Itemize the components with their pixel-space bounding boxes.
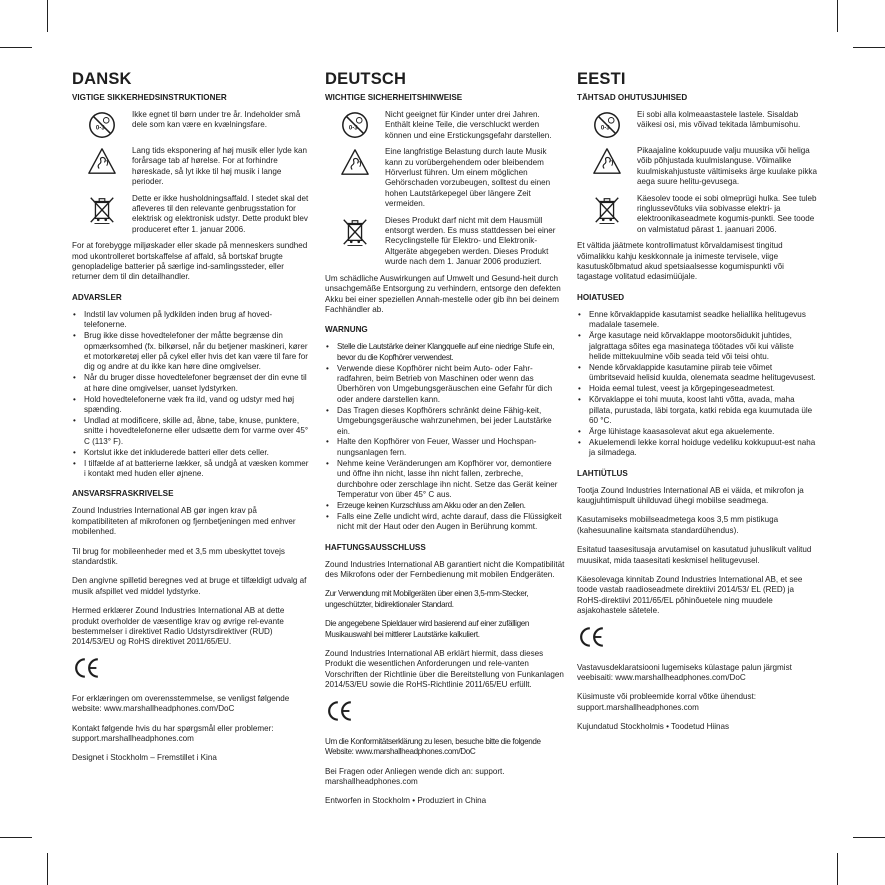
- footer-support: Bei Fragen oder Anliegen wende dich an: support. marshallheadphones.com: [325, 766, 505, 786]
- crop-mark: [47, 853, 48, 885]
- age-warning-icon: [577, 110, 637, 140]
- warning-item: • Indstil lav volumen på lydkilden inden brug af hoved-telefonerne.: [72, 310, 312, 331]
- warning-item: • Kortslut ikke det inkluderede batteri eller dets celler.: [72, 448, 312, 458]
- crop-mark: [853, 47, 885, 48]
- liability-paragraph: Zound Industries International AB garantiert nicht die Kompatibilität des Mikrofons oder der Fernbedienung mit mobilen Endgeräten.: [325, 559, 565, 580]
- column-eesti: [577, 70, 817, 742]
- liability-paragraph: Die angegebene Spieldauer wird basierend auf einer zufälligen Musikauswahl bei mittlerer Lautstärke kalkuliert.: [325, 619, 530, 639]
- language-title: DANSK: [72, 70, 132, 88]
- crossed-bin-icon: [577, 194, 637, 224]
- warning-item: • Nende kõrvaklappide kasutamine piirab teie võimet ümbritsevaid helisid kuulda, olenemata seadme helitugevusest.: [577, 363, 817, 384]
- liability-paragraph: Til brug for mobileenheder med et 3,5 mm ubeskyttet tovejs standardstik.: [72, 546, 285, 566]
- liability-paragraph: Den angivne spilletid beregnes ved at bruge et tilfældigt udvalg af musik afspillet ved middel lydstyrke.: [72, 576, 307, 596]
- liability-paragraph: Zound Industries International AB gør ingen krav på kompatibiliteten af mikrofonen og fjernbetjeningen med enhver mobilenhed.: [72, 506, 296, 537]
- safety-heading: TÄHTSAD OHUTUSJUHISED: [577, 93, 688, 102]
- liability-heading: ANSVARSFRASKRIVELSE: [72, 489, 174, 499]
- warning-item: • Nehme keine Veränderungen am Kopfhörer vor, demontiere und öffne ihn nicht, lasse ihn nicht fallen, zerbreche, durchbohre oder zerschlage ihn nicht. Setze das Gerät keiner Temperatur von über 45° C aus.: [325, 459, 565, 501]
- warning-item: • Enne kõrvaklappide kasutamist seadke heliallika helitugevus madalale tasemele.: [577, 310, 817, 331]
- safety-text: Ikke egnet til børn under tre år. Indeholder små dele som kan være en kvælningsfare.: [132, 110, 301, 130]
- column-deutsch: [325, 70, 565, 816]
- warning-item: • Når du bruger disse hovedtelefoner begrænset der din evne til at høre dine omgivelser, uanset lydstyrken.: [72, 373, 312, 394]
- footer-support: Kontakt følgende hvis du har spørgsmål eller problemer: support.marshallheadphones.com: [72, 723, 274, 744]
- safety-text: Dette er ikke husholdningsaffald. I stedet skal det afleveres til den relevante genbrugsstation for elektrisk og elektronisk udstyr. Dette produkt blev produceret efter 1. januar 2006.: [132, 193, 309, 234]
- warning-item: • Hoida eemal tulest, veest ja kõrgepingeseadmetest.: [577, 384, 817, 394]
- crop-mark: [47, 0, 48, 32]
- warnings-heading: HOIATUSED: [577, 292, 625, 302]
- warning-item: • Ärge kasutage neid kõrvaklappe mootorsõidukit juhtides, jalgrattaga sõites ega masinatega töötades või kui väliste helide mittekuulmine võib seada teid või teisi ohtu.: [577, 331, 817, 362]
- footer-support: Küsimuste või probleemide korral võtke ühendust: support.marshallheadphones.com: [577, 692, 757, 712]
- warning-item: • I tilfælde af at batterierne lækker, så undgå at væsken kommer i kontakt med huden eller øjnene.: [72, 459, 312, 480]
- footer-doc: For erklæringen om overensstemmelse, se venligst følgende website: www.marshallheadphones.com/DoC: [72, 693, 290, 714]
- intro-paragraph: For at forebygge miljøskader eller skade på menneskers sundhed mod ukontrolleret bortskaffelse af affald, så bortskaf brugte genopladelige batterier på særlige ind-samlingssteder, eller returner dem til din detailhandler.: [72, 241, 308, 282]
- warning-item: • Stelle die Lautstärke deiner Klangquelle auf eine niedrige Stufe ein, bevor du die Kopfhörer verwendest.: [325, 342, 565, 363]
- warnings-list: [577, 310, 817, 459]
- liability-paragraph: Zound Industries International AB erklärt hiermit, dass dieses Produkt die wesentlichen Anforderungen und rele-vanten Vorschriften der Richtlinie über die Bereitstellung von Funkanlagen 2014/53/EU sowie die RoHS-Richtlinie 2011/65/EU erfüllt.: [325, 649, 564, 690]
- safety-heading: VIGTIGE SIKKERHEDSINSTRUKTIONER: [72, 93, 227, 102]
- warning-item: • Falls eine Zelle undicht wird, achte darauf, dass die Flüssigkeit nicht mit der Haut oder den Augen in Berührung kommt.: [325, 512, 565, 533]
- safety-heading: WICHTIGE SICHERHEITSHINWEISE: [325, 93, 463, 102]
- warnings-list: [72, 310, 312, 480]
- crossed-bin-icon: [325, 216, 385, 246]
- safety-item-hearing: [72, 146, 312, 188]
- liability-heading: HAFTUNGSAUSSCHLUSS: [325, 542, 426, 552]
- safety-item-disposal: [325, 216, 565, 268]
- liability-paragraph: Käesolevaga kinnitab Zound Industries International AB, et see toode vastab raadioseadmete direktiivi 2014/53/ EL (RED) ja RoHS-direktiivi 2011/65/EL põhinõuetele ning muudele asjakohastele sätetele.: [577, 575, 803, 616]
- ce-mark-icon: [74, 657, 312, 684]
- svg-text:0-3: 0-3: [600, 124, 610, 132]
- liability-heading: LAHTIÜTLUS: [577, 468, 628, 478]
- liability-paragraph: Zur Verwendung mit Mobilgeräten über einen 3,5-mm-Stecker, ungeschützter, bidirektionaler Standard.: [325, 589, 529, 609]
- warning-item: • Ärge lühistage kaasasolevat akut ega akuelemente.: [577, 427, 817, 437]
- crop-mark: [837, 853, 838, 885]
- hearing-warning-icon: [577, 146, 637, 176]
- warnings-heading: ADVARSLER: [72, 292, 122, 302]
- crop-mark: [0, 837, 32, 838]
- ce-mark-icon: [579, 626, 817, 653]
- age-warning-icon: [72, 110, 132, 140]
- safety-text: Lang tids eksponering af høj musik eller lyde kan forårsage tab af hørelse. For at forhindre høreskade, så lyt ikke til høj musik i lange perioder.: [132, 146, 308, 187]
- safety-item-age: [325, 110, 565, 141]
- footer-origin: Kujundatud Stockholmis • Toodetud Hiinas: [577, 722, 730, 732]
- footer-origin: Designet i Stockholm – Fremstillet i Kina: [72, 753, 217, 763]
- warning-item: • Kõrvaklappe ei tohi muuta, koost lahti võtta, avada, maha pillata, purustada, läbi torgata, katki rebida ega kuumutada üle 60 °C.: [577, 395, 817, 426]
- footer-origin: Entworfen in Stockholm • Produziert in China: [325, 796, 487, 806]
- svg-text:0-3: 0-3: [348, 124, 358, 132]
- warning-item: • Akuelemendi lekke korral hoiduge vedeliku kokkupuut-est naha ja silmadega.: [577, 438, 817, 459]
- liability-paragraph: Kasutamiseks mobiilseadmetega koos 3,5 mm pistikuga (kahesuunaline kaitsmata standardühendus).: [577, 515, 779, 535]
- hearing-warning-icon: [325, 147, 385, 177]
- liability-paragraph: Hermed erklærer Zound Industries International AB at dette produkt overholder de væsentlige krav og øvrige rel-evante bestemmelser i direktivet Radio Udstyrsdirektiver (RUD) 2014/53/EU og RoHS direktivet 2011/65/EU.: [72, 606, 285, 647]
- warning-item: • Verwende diese Kopfhörer nicht beim Auto- oder Fahr-radfahren, beim Betrieb von Maschinen oder wenn das Überhören von Umgebungsgeräuschen eine Gefahr für dich oder andere darstellen kann.: [325, 364, 565, 406]
- safety-item-age: [577, 110, 817, 140]
- warning-item: • Halte den Kopfhörer von Feuer, Wasser und Hochspan-nungsanlagen fern.: [325, 437, 565, 458]
- footer-doc: Um die Konformitätserklärung zu lesen, besuche bitte die folgende Website: www.marshallheadphones.com/DoC: [325, 736, 541, 757]
- warning-item: • Hold hovedtelefonerne væk fra ild, vand og udstyr med høj spænding.: [72, 395, 312, 416]
- language-title: EESTI: [577, 70, 626, 88]
- safety-text: Käesolev toode ei sobi olmeprügi hulka. See tuleb ringlussevõtuks viia sobivasse elektri- ja elektroonikaseadmete kogumis-punkti. See toode on valmistatud pärast 1. jaanuari 2006.: [637, 193, 817, 234]
- age-warning-icon: [325, 110, 385, 140]
- crop-mark: [0, 47, 32, 48]
- safety-text: Eine langfristige Belastung durch laute Musik kann zu vorübergehendem oder bleibendem Hörverlust führen. Um einem möglichen Gehörschaden vorzubeugen, solltest du einen hohen Lautstärkepegel über längere Zeit vermeiden.: [385, 147, 551, 209]
- liability-paragraph: Esitatud taasesitusaja arvutamisel on kasutatud juhuslikult valitud muusikat, mida taasesitati keskmisel helitugevusel.: [577, 545, 812, 565]
- warning-item: • Erzeuge keinen Kurzschluss am Akku oder an den Zellen.: [325, 501, 565, 511]
- warning-item: • Brug ikke disse hovedtelefoner der måtte begrænse din opmærksomhed (fx. bilkørsel, når du betjener maskineri, kører et motorkøretøj eller på cykel eller hvis det kan være til fare for dig og andre at du ikke kan høre dine omgivelser.: [72, 331, 312, 373]
- ce-mark-icon: [327, 700, 565, 727]
- warning-item: • Undlad at modificere, skille ad, åbne, tabe, knuse, punktere, snitte i hovedtelefonerne eller udsætte dem for varme over 45° C (113° F).: [72, 416, 312, 447]
- safety-item-disposal: [72, 194, 312, 236]
- intro-paragraph: Um schädliche Auswirkungen auf Umwelt und Gesund-heit durch unsachgemäße Entsorgung zu verhindern, entsorge den defekten Akku bei einer speziellen Annah-mestelle oder gib ihn bei deinem Fachhändler ab.: [325, 273, 561, 314]
- column-dansk: [72, 70, 312, 773]
- safety-text: Ei sobi alla kolmeaastastele lastele. Sisaldab väikesi osi, mis võivad tekitada lämbumisohu.: [637, 110, 801, 130]
- safety-item-disposal: [577, 194, 817, 236]
- warnings-list: [325, 342, 565, 532]
- svg-text:0-3: 0-3: [95, 124, 105, 132]
- safety-item-age: [72, 110, 312, 140]
- hearing-warning-icon: [72, 146, 132, 176]
- crop-mark: [837, 0, 838, 32]
- warning-item: • Das Tragen dieses Kopfhörers schränkt deine Fähig-keit, Umgebungsgeräusche wahrzunehmen, bei jeder Lautstärke ein.: [325, 406, 565, 437]
- footer-doc: Vastavusdeklaratsiooni lugemiseks külastage palun järgmist veebisaiti: www.marshallheadphones.com/DoC: [577, 662, 792, 683]
- crossed-bin-icon: [72, 194, 132, 224]
- safety-item-hearing: [577, 146, 817, 188]
- liability-paragraph: Tootja Zound Industries International AB ei väida, et mikrofon ja kaugjuhtimispult ühilduvad ühegi mobiilse seadmega.: [577, 485, 804, 505]
- intro-paragraph: Et vältida jäätmete kontrollimatust kõrvaldamisest tingitud võimalikku kahju keskkonnale ja inimeste tervisele, viige kasutuskõlbmatud akud spetsiaalsesse kogumispunkti või tagastage volitatud edasimüüjale.: [577, 241, 784, 282]
- language-title: DEUTSCH: [325, 70, 407, 88]
- crop-mark: [853, 837, 885, 838]
- safety-text: Pikaajaline kokkupuude valju muusika või heliga võib põhjustada kuulmislanguse. Võimalike kuulmiskahjustuste vältimiseks ärge kuulake pikka aega suure helitu-gevusega.: [637, 146, 817, 187]
- warnings-heading: WARNUNG: [325, 325, 368, 335]
- safety-text: Dieses Produkt darf nicht mit dem Hausmüll entsorgt werden. Es muss stattdessen bei einer Recyclingstelle für Elektro- und Elektronik-Altgeräte abgegeben werden. Dieses Produkt wurde nach dem 1. Januar 2006 produziert.: [385, 215, 556, 267]
- safety-text: Nicht geeignet für Kinder unter drei Jahren. Enthält kleine Teile, die verschluckt werden können und eine Erstickungsgefahr darstellen.: [385, 110, 552, 140]
- safety-item-hearing: [325, 147, 565, 209]
